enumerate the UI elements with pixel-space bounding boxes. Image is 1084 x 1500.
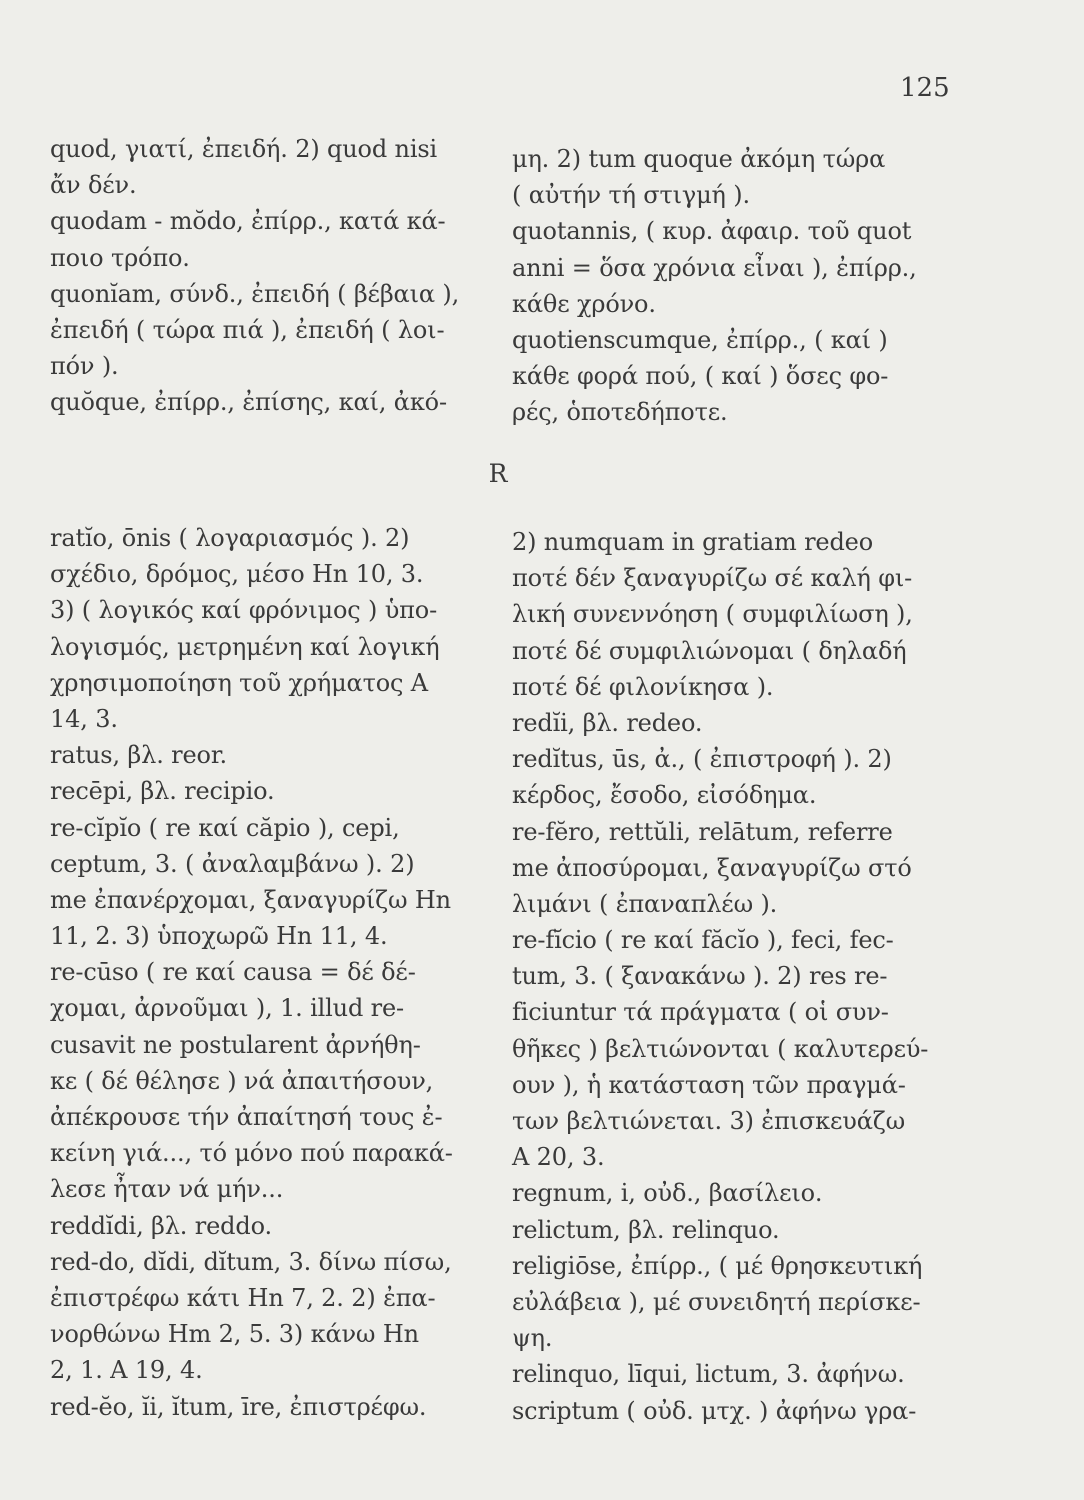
text-line: λογισμός, μετρημένη καί λογική xyxy=(50,632,440,661)
text-line: 3) ( λογικός καί φρόνιμος ) ὑπο- xyxy=(50,596,438,625)
text-line: κάθε φορά πού, ( καί ) ὅσες φο- xyxy=(512,362,889,391)
text-line: regnum, i, οὐδ., βασίλειο. xyxy=(512,1179,823,1208)
text-line: χομαι, ἀρνοῦμαι ), 1. illud re- xyxy=(50,994,405,1023)
text-line: εὐλάβεια ), μέ συνειδητή περίσκε- xyxy=(512,1287,921,1316)
text-line: ficiuntur τά πράγματα ( οἱ συν- xyxy=(512,998,889,1027)
text-line: ρές, ὁποτεδήποτε. xyxy=(512,398,728,427)
text-line: 2) numquam in gratiam redeo xyxy=(512,528,874,556)
text-line: ἐπειδή ( τώρα πιά ), ἐπειδή ( λοι- xyxy=(50,315,445,344)
text-line: ἄν δέν. xyxy=(50,171,137,200)
text-line: νορθώνω Hm 2, 5. 3) κάνω Hn xyxy=(50,1320,419,1349)
column-top-left xyxy=(50,131,459,421)
text-line: ἀπέκρουσε τήν ἀπαίτησή τους ἐ- xyxy=(50,1103,443,1131)
text-line: quonĭam, σύνδ., ἐπειδή ( βέβαια ), xyxy=(50,279,460,308)
text-line: quodam - mŏdo, ἐπίρρ., κατά κά- xyxy=(50,207,446,236)
text-line: ουν ), ἡ κατάσταση τῶν πραγμά- xyxy=(512,1070,906,1099)
text-line: re-cĭpĭo ( re καί căpio ), cepi, xyxy=(50,813,400,842)
text-line: scriptum ( οὐδ. μτχ. ) ἀφήνω γρα- xyxy=(512,1396,917,1425)
text-line: red-do, dĭdi, dĭtum, 3. δίνω πίσω, xyxy=(50,1247,452,1276)
text-line: redĭi, βλ. redeo. xyxy=(512,708,703,737)
text-line: relinquo, līqui, lictum, 3. ἀφήνω. xyxy=(512,1360,905,1389)
text-line: ποτέ δέν ξαναγυρίζω σέ καλή φι- xyxy=(512,564,913,593)
text-line: ποτέ δέ φιλονίκησα ). xyxy=(512,672,774,701)
text-line: λεσε ἦταν νά μήν... xyxy=(50,1175,284,1204)
text-line: ( αὐτήν τή στιγμή ). xyxy=(512,181,750,210)
text-line: recēpi, βλ. recipio. xyxy=(50,777,275,806)
text-line: re-cūso ( re καί causa = δέ δέ- xyxy=(50,958,416,987)
text-line: λική συνεννόηση ( συμφιλίωση ), xyxy=(512,600,913,629)
text-line: μη. 2) tum quoque ἀκόμη τώρα xyxy=(512,145,886,173)
text-line: λιμάνι ( ἐπαναπλέω ). xyxy=(512,889,778,918)
text-line: redĭtus, ūs, ἀ., ( ἐπιστροφή ). 2) xyxy=(512,745,892,774)
column-bottom-left xyxy=(50,520,453,1425)
text-line: 2, 1. A 19, 4. xyxy=(50,1356,203,1385)
text-line: re-fĭcio ( re καί făcĭo ), feci, fec- xyxy=(512,926,894,955)
text-line: ratĭo, ōnis ( λογαριασμός ). 2) xyxy=(50,524,410,552)
text-line: religiōse, ἐπίρρ., ( μέ θρησκευτική xyxy=(512,1251,923,1280)
text-line: tum, 3. ( ξανακάνω ). 2) res re- xyxy=(512,962,888,991)
text-line: quod, γιατί, ἐπειδή. 2) quod nisi xyxy=(50,135,438,163)
text-line: quotannis, ( κυρ. ἀφαιρ. τοῦ quot xyxy=(512,217,912,246)
text-line: ποιο τρόπο. xyxy=(50,243,190,272)
text-line: relictum, βλ. relinquo. xyxy=(512,1215,780,1244)
text-line: πόν ). xyxy=(50,352,119,381)
text-line: ποτέ δέ συμφιλιώνομαι ( δηλαδή xyxy=(512,636,907,665)
text-line: κάθε χρόνο. xyxy=(512,289,656,318)
text-line: red-ĕo, ĭi, ĭtum, īre, ἐπιστρέφω. xyxy=(50,1392,427,1421)
text-line: me ἀποσύρομαι, ξαναγυρίζω στό xyxy=(512,853,912,882)
text-line: ἐπιστρέφω κάτι Hn 7, 2. 2) ἐπα- xyxy=(50,1283,436,1312)
text-line: κε ( δέ θέλησε ) νά ἀπαιτήσουν, xyxy=(50,1066,434,1095)
text-line: re-fĕro, rettŭli, relātum, referre xyxy=(512,817,893,846)
text-line: σχέδιο, δρόμος, μέσο Hn 10, 3. xyxy=(50,560,424,589)
text-line: A 20, 3. xyxy=(512,1143,605,1172)
text-line: κείνη γιά..., τό μόνο πού παρακά- xyxy=(50,1139,453,1168)
text-line: me ἐπανέρχομαι, ξαναγυρίζω Hn xyxy=(50,885,451,914)
page-number: 125 xyxy=(900,73,950,103)
text-line: quotienscumque, ἐπίρρ., ( καί ) xyxy=(512,325,888,354)
text-line: 14, 3. xyxy=(50,704,118,733)
column-bottom-right xyxy=(512,524,928,1429)
text-line: των βελτιώνεται. 3) ἐπισκευάζω xyxy=(512,1107,906,1135)
column-top-right xyxy=(512,141,917,431)
text-line: κέρδος, ἔσοδο, εἰσόδημα. xyxy=(512,781,817,810)
text-line: cusavit ne postularent ἀρνήθη- xyxy=(50,1030,421,1059)
text-line: χρησιμοποίηση τοῦ χρήματος A xyxy=(50,668,428,697)
text-line: 11, 2. 3) ὑποχωρῶ Hn 11, 4. xyxy=(50,922,388,951)
text-line: θῆκες ) βελτιώνονται ( καλυτερεύ- xyxy=(512,1034,929,1063)
text-line: ceptum, 3. ( ἀναλαμβάνω ). 2) xyxy=(50,849,415,878)
text-line: reddĭdi, βλ. reddo. xyxy=(50,1211,272,1240)
text-line: ratus, βλ. reor. xyxy=(50,741,227,770)
text-line: anni = ὅσα χρόνια εἶναι ), ἐπίρρ., xyxy=(512,253,917,282)
text-line: quŏque, ἐπίρρ., ἐπίσης, καί, ἀκό- xyxy=(50,388,447,417)
text-line: ψη. xyxy=(512,1324,553,1353)
section-letter: R xyxy=(488,459,508,488)
